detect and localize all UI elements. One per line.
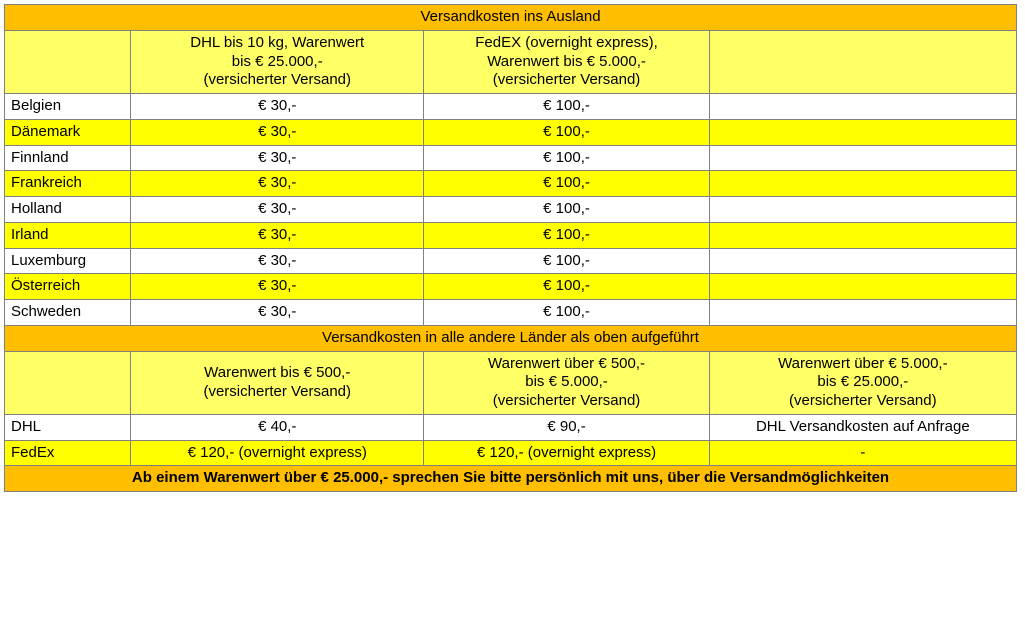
section2-title: Versandkosten in alle andere Länder als oben aufgeführt [5, 325, 1017, 351]
table2-header-tier1-line1: Warenwert bis € 500,- [204, 363, 351, 381]
table-row [5, 197, 1017, 223]
fedex-price: € 100,- [424, 145, 709, 171]
country-name: Holland [5, 197, 131, 223]
country-name: Finnland [5, 145, 131, 171]
tier2-price: € 90,- [424, 414, 709, 440]
shipping-costs-table [4, 4, 1017, 492]
table2-header-tier2-line1: Warenwert über € 500,- [488, 354, 646, 372]
country-name: Irland [5, 222, 131, 248]
table2-header-tier2-line2: bis € 5.000,- [525, 373, 608, 391]
country-name: Frankreich [5, 171, 131, 197]
fedex-price: € 100,- [424, 222, 709, 248]
table1-header-fedex-line2: Warenwert bis € 5.000,- [487, 52, 646, 70]
table2-header-tier3-line2: bis € 25.000,- [817, 373, 909, 391]
table1-header-blank [5, 30, 131, 93]
dhl-price: € 30,- [131, 222, 424, 248]
tier3-price: - [709, 440, 1016, 466]
table-row [5, 222, 1017, 248]
country-name: Österreich [5, 274, 131, 300]
table-row [5, 145, 1017, 171]
table-row [5, 274, 1017, 300]
table1-header-blank-right [709, 30, 1016, 93]
table1-header-dhl-line1: DHL bis 10 kg, Warenwert [190, 33, 365, 51]
table2-header-blank [5, 351, 131, 414]
extra-cell [709, 171, 1016, 197]
tier1-price: € 40,- [131, 414, 424, 440]
table-title-row [5, 5, 1017, 31]
table2-header-tier1-line2: (versicherter Versand) [203, 382, 352, 400]
table1-header-fedex-line1: FedEX (overnight express), [475, 33, 658, 51]
fedex-price: € 100,- [424, 94, 709, 120]
footer-note-row [5, 466, 1017, 492]
table1-header-fedex [424, 30, 709, 93]
extra-cell [709, 94, 1016, 120]
carrier-name: DHL [5, 414, 131, 440]
table1-header-fedex-line3: (versicherter Versand) [492, 71, 641, 89]
extra-cell [709, 300, 1016, 326]
dhl-price: € 30,- [131, 119, 424, 145]
extra-cell [709, 222, 1016, 248]
country-name: Dänemark [5, 119, 131, 145]
section2-title-row [5, 325, 1017, 351]
fedex-price: € 100,- [424, 197, 709, 223]
dhl-price: € 30,- [131, 248, 424, 274]
table-row [5, 414, 1017, 440]
table-row [5, 440, 1017, 466]
dhl-price: € 30,- [131, 300, 424, 326]
table1-header-dhl-line3: (versicherter Versand) [203, 71, 352, 89]
table2-header-tier2-line3: (versicherter Versand) [492, 392, 641, 409]
extra-cell [709, 145, 1016, 171]
country-name: Belgien [5, 94, 131, 120]
tier3-price: DHL Versandkosten auf Anfrage [709, 414, 1016, 440]
fedex-price: € 100,- [424, 300, 709, 326]
fedex-price: € 100,- [424, 248, 709, 274]
country-name: Schweden [5, 300, 131, 326]
table-row [5, 300, 1017, 326]
dhl-price: € 30,- [131, 274, 424, 300]
dhl-price: € 30,- [131, 94, 424, 120]
table-row [5, 119, 1017, 145]
table1-header-row [5, 30, 1017, 93]
fedex-price: € 100,- [424, 171, 709, 197]
table2-header-tier2 [424, 351, 709, 414]
fedex-price: € 100,- [424, 274, 709, 300]
fedex-price: € 100,- [424, 119, 709, 145]
table1-header-dhl-line2: bis € 25.000,- [231, 52, 323, 70]
tier1-price: € 120,- (overnight express) [131, 440, 424, 466]
dhl-price: € 30,- [131, 197, 424, 223]
footer-note: Ab einem Warenwert über € 25.000,- sprechen Sie bitte persönlich mit uns, über die Versandmöglichkeiten [5, 466, 1017, 492]
dhl-price: € 30,- [131, 145, 424, 171]
table2-header-tier3-line1: Warenwert über € 5.000,- [778, 354, 948, 372]
dhl-price: € 30,- [131, 171, 424, 197]
carrier-name: FedEx [5, 440, 131, 466]
table-row [5, 171, 1017, 197]
extra-cell [709, 119, 1016, 145]
table2-header-tier3-line3: (versicherter Versand) [789, 392, 937, 409]
extra-cell [709, 197, 1016, 223]
extra-cell [709, 274, 1016, 300]
country-name: Luxemburg [5, 248, 131, 274]
page-title: Versandkosten ins Ausland [5, 5, 1017, 31]
table-row [5, 94, 1017, 120]
table2-header-tier1 [131, 351, 424, 414]
table-row [5, 248, 1017, 274]
table2-header-tier3 [709, 351, 1016, 414]
table1-header-dhl [131, 30, 424, 93]
table2-header-row [5, 351, 1017, 414]
extra-cell [709, 248, 1016, 274]
tier2-price: € 120,- (overnight express) [424, 440, 709, 466]
